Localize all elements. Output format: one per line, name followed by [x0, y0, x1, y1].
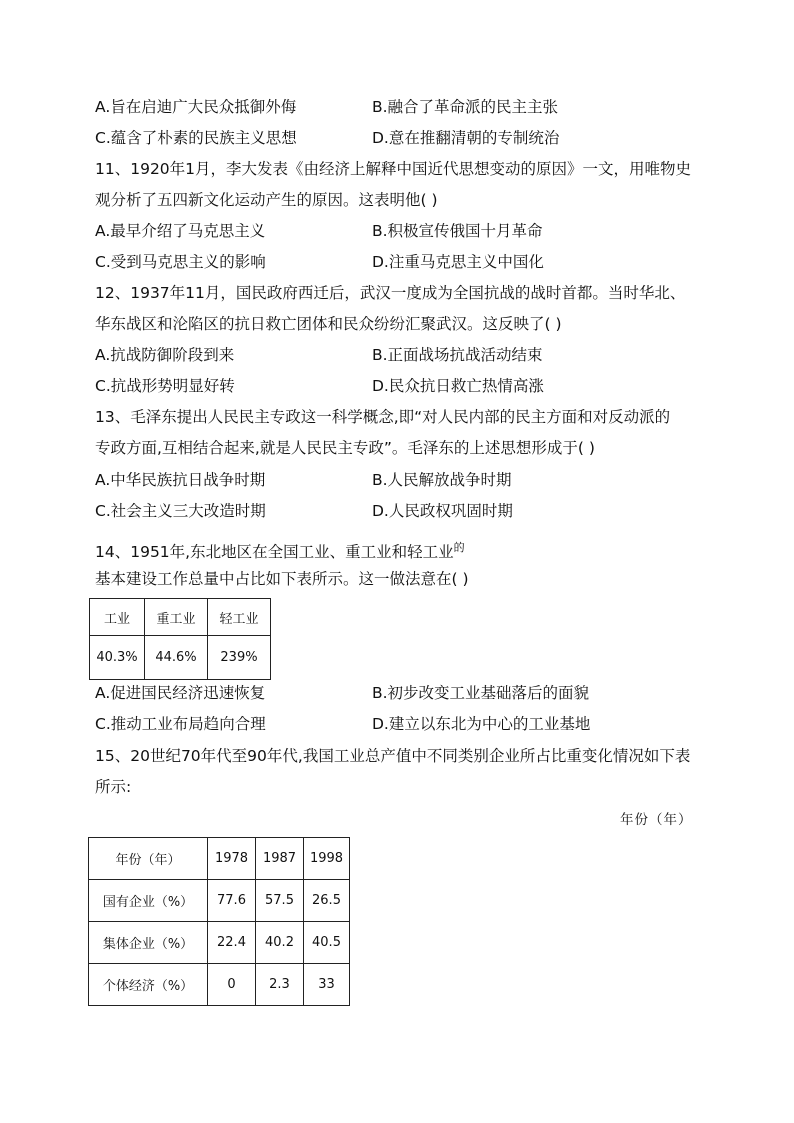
q15-unit-label: 年份（年）	[620, 812, 693, 828]
q15-stem-line2: 所示:	[95, 778, 132, 796]
q15-table-cell: 57.5	[256, 880, 304, 922]
q15-table-cell: 77.6	[208, 880, 256, 922]
q14-table-header: 重工业	[145, 599, 208, 636]
q15-table-header: 1978	[208, 838, 256, 880]
q12-stem-line1: 12、1937年11月，国民政府西迁后，武汉一度成为全国抗战的战时首都。当时华北、	[95, 284, 686, 302]
q15-table-header: 1987	[256, 838, 304, 880]
q14-stem-superscript: 的	[453, 541, 465, 554]
q15-table-cell: 2.3	[256, 964, 304, 1006]
q14-option-d: D.建立以东北为中心的工业基地	[372, 715, 591, 733]
q15-table-header: 年份（年）	[89, 838, 208, 880]
q14-table-cell: 239%	[208, 636, 271, 680]
q15-table-header: 1998	[304, 838, 350, 880]
q11-option-b: B.积极宣传俄国十月革命	[372, 222, 543, 240]
q11-option-c: C.受到马克思主义的影响	[95, 253, 266, 271]
q15-table-cell: 40.5	[304, 922, 350, 964]
q11-stem-line1: 11、1920年1月，李大发表《由经济上解释中国近代思想变动的原因》一文，用唯物史	[95, 160, 692, 178]
q15-table-cell: 33	[304, 964, 350, 1006]
q13-stem-line2: 专政方面,互相结合起来,就是人民民主专政”。毛泽东的上述思想形成于( )	[95, 439, 595, 457]
q14-option-c: C.推动工业布局趋向合理	[95, 715, 266, 733]
q14-stem-line2: 基本建设工作总量中占比如下表所示。这一做法意在( )	[95, 570, 469, 588]
q12-option-d: D.民众抗日救亡热情高涨	[372, 377, 544, 395]
q15-table	[88, 837, 350, 1006]
q15-table-cell: 22.4	[208, 922, 256, 964]
q15-stem-line1: 15、20世纪70年代至90年代,我国工业总产值中不同类别企业所占比重变化情况如下表	[95, 747, 691, 765]
q13-stem-line1: 13、毛泽东提出人民民主专政这一科学概念,即“对人民内部的民主方面和对反动派的	[95, 408, 671, 426]
q14-table-cell: 40.3%	[90, 636, 145, 680]
q13-option-b: B.人民解放战争时期	[372, 471, 512, 489]
q10-option-a: A.旨在启迪广大民众抵御外侮	[95, 98, 297, 116]
q14-stem-line1	[95, 538, 465, 562]
q15-row-label: 集体企业（%）	[89, 922, 208, 964]
q12-stem-line2: 华东战区和沦陷区的抗日救亡团体和民众纷纷汇聚武汉。这反映了( )	[95, 315, 562, 333]
q14-table-header: 轻工业	[208, 599, 271, 636]
q14-table-header: 工业	[90, 599, 145, 636]
q15-row-label: 国有企业（%）	[89, 880, 208, 922]
q12-option-a: A.抗战防御阶段到来	[95, 346, 235, 364]
q15-table-cell: 40.2	[256, 922, 304, 964]
q10-option-b: B.融合了革命派的民主主张	[372, 98, 559, 116]
q14-option-a: A.促进国民经济迅速恢复	[95, 684, 266, 702]
q15-table-cell: 0	[208, 964, 256, 1006]
q10-option-c: C.蕴含了朴素的民族主义思想	[95, 129, 297, 147]
q10-option-d: D.意在推翻清朝的专制统治	[372, 129, 560, 147]
q14-table-cell: 44.6%	[145, 636, 208, 680]
q15-table-cell: 26.5	[304, 880, 350, 922]
q13-option-a: A.中华民族抗日战争时期	[95, 471, 266, 489]
q13-option-c: C.社会主义三大改造时期	[95, 502, 266, 520]
q12-option-b: B.正面战场抗战活动结束	[372, 346, 543, 364]
q13-option-d: D.人民政权巩固时期	[372, 502, 513, 520]
q14-option-b: B.初步改变工业基础落后的面貌	[372, 684, 590, 702]
q11-option-a: A.最早介绍了马克思主义	[95, 222, 266, 240]
q15-row-label: 个体经济（%）	[89, 964, 208, 1006]
q12-option-c: C.抗战形势明显好转	[95, 377, 235, 395]
q11-option-d: D.注重马克思主义中国化	[372, 253, 544, 271]
q11-stem-line2: 观分析了五四新文化运动产生的原因。这表明他( )	[95, 191, 438, 209]
q14-stem-text: 14、1951年,东北地区在全国工业、重工业和轻工业	[95, 543, 454, 561]
q14-table	[89, 598, 271, 680]
